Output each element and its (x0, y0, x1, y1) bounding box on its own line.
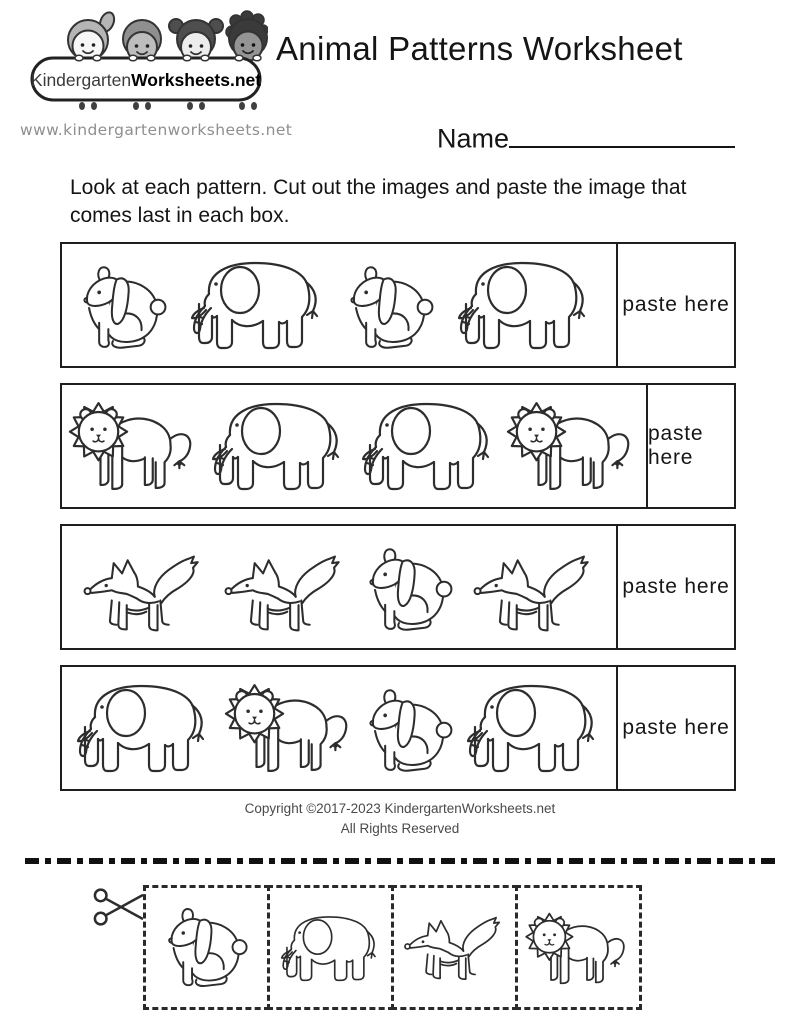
paste-here-label: paste here (622, 575, 730, 598)
fox-image (222, 550, 348, 636)
fox-image (471, 550, 597, 636)
elephant-image (459, 677, 609, 777)
rabbit-image (364, 685, 456, 777)
kindergarten-worksheets-logo (20, 6, 293, 139)
lion-image (523, 908, 635, 988)
cutout-box (515, 885, 642, 1010)
cutout-box (391, 885, 518, 1010)
paste-here-box (646, 385, 734, 507)
name-fill-line (509, 116, 735, 148)
pattern-row-3 (60, 524, 736, 650)
paste-here-label: paste here (648, 422, 704, 469)
paste-here-box (616, 667, 734, 789)
paste-here-label: paste here (622, 293, 730, 316)
pattern-row-2 (60, 383, 736, 509)
rabbit-image (345, 262, 437, 354)
paste-here-box (616, 244, 734, 366)
pattern-sequence (62, 667, 616, 789)
pattern-row-1 (60, 242, 736, 368)
elephant-image (204, 395, 354, 495)
rights-line: All Rights Reserved (340, 820, 460, 836)
instructions-line-2: comes last in each box. (70, 203, 290, 227)
cutout-box (143, 885, 270, 1010)
page-title: Animal Patterns Worksheet (276, 30, 683, 67)
pattern-sequence (62, 244, 616, 366)
pattern-sequence (62, 385, 646, 507)
elephant-image (450, 254, 600, 354)
pattern-row-4 (60, 665, 736, 791)
lion-image (504, 396, 642, 495)
fox-image (81, 550, 207, 636)
scissors-icon (92, 882, 148, 932)
name-row (437, 116, 735, 155)
rabbit-image (78, 262, 170, 354)
rabbit-image (364, 544, 456, 636)
cutout-box (267, 885, 394, 1010)
paste-here-label: paste here (622, 716, 730, 739)
pattern-rows (60, 242, 736, 806)
elephant-image (183, 254, 333, 354)
paste-here-box (616, 526, 734, 648)
logo-text-kindergarten: Kindergarten (30, 70, 132, 90)
copyright-text (0, 799, 800, 838)
instructions-line-1: Look at each pattern. Cut out the images and paste the image that (70, 176, 687, 199)
lion-image (66, 396, 204, 495)
cutout-strip (143, 885, 642, 1010)
elephant-image (69, 677, 219, 777)
pattern-sequence (62, 526, 616, 648)
elephant-image (354, 395, 504, 495)
cut-dashed-line (25, 852, 775, 860)
rabbit-image (163, 904, 251, 992)
name-label: Name (437, 123, 510, 154)
logo-url-text: www.kindergartenworksheets.net (20, 121, 293, 139)
elephant-image (275, 910, 387, 985)
instructions-text (70, 174, 686, 230)
logo-banner-text (31, 70, 261, 90)
fox-image (402, 912, 507, 984)
logo-text-worksheets-net: Worksheets.net (131, 70, 262, 90)
logo-kids-banner-image (20, 6, 268, 114)
lion-image (222, 678, 360, 777)
copyright-line: Copyright ©2017-2023 KindergartenWorksheets.net (244, 801, 556, 816)
